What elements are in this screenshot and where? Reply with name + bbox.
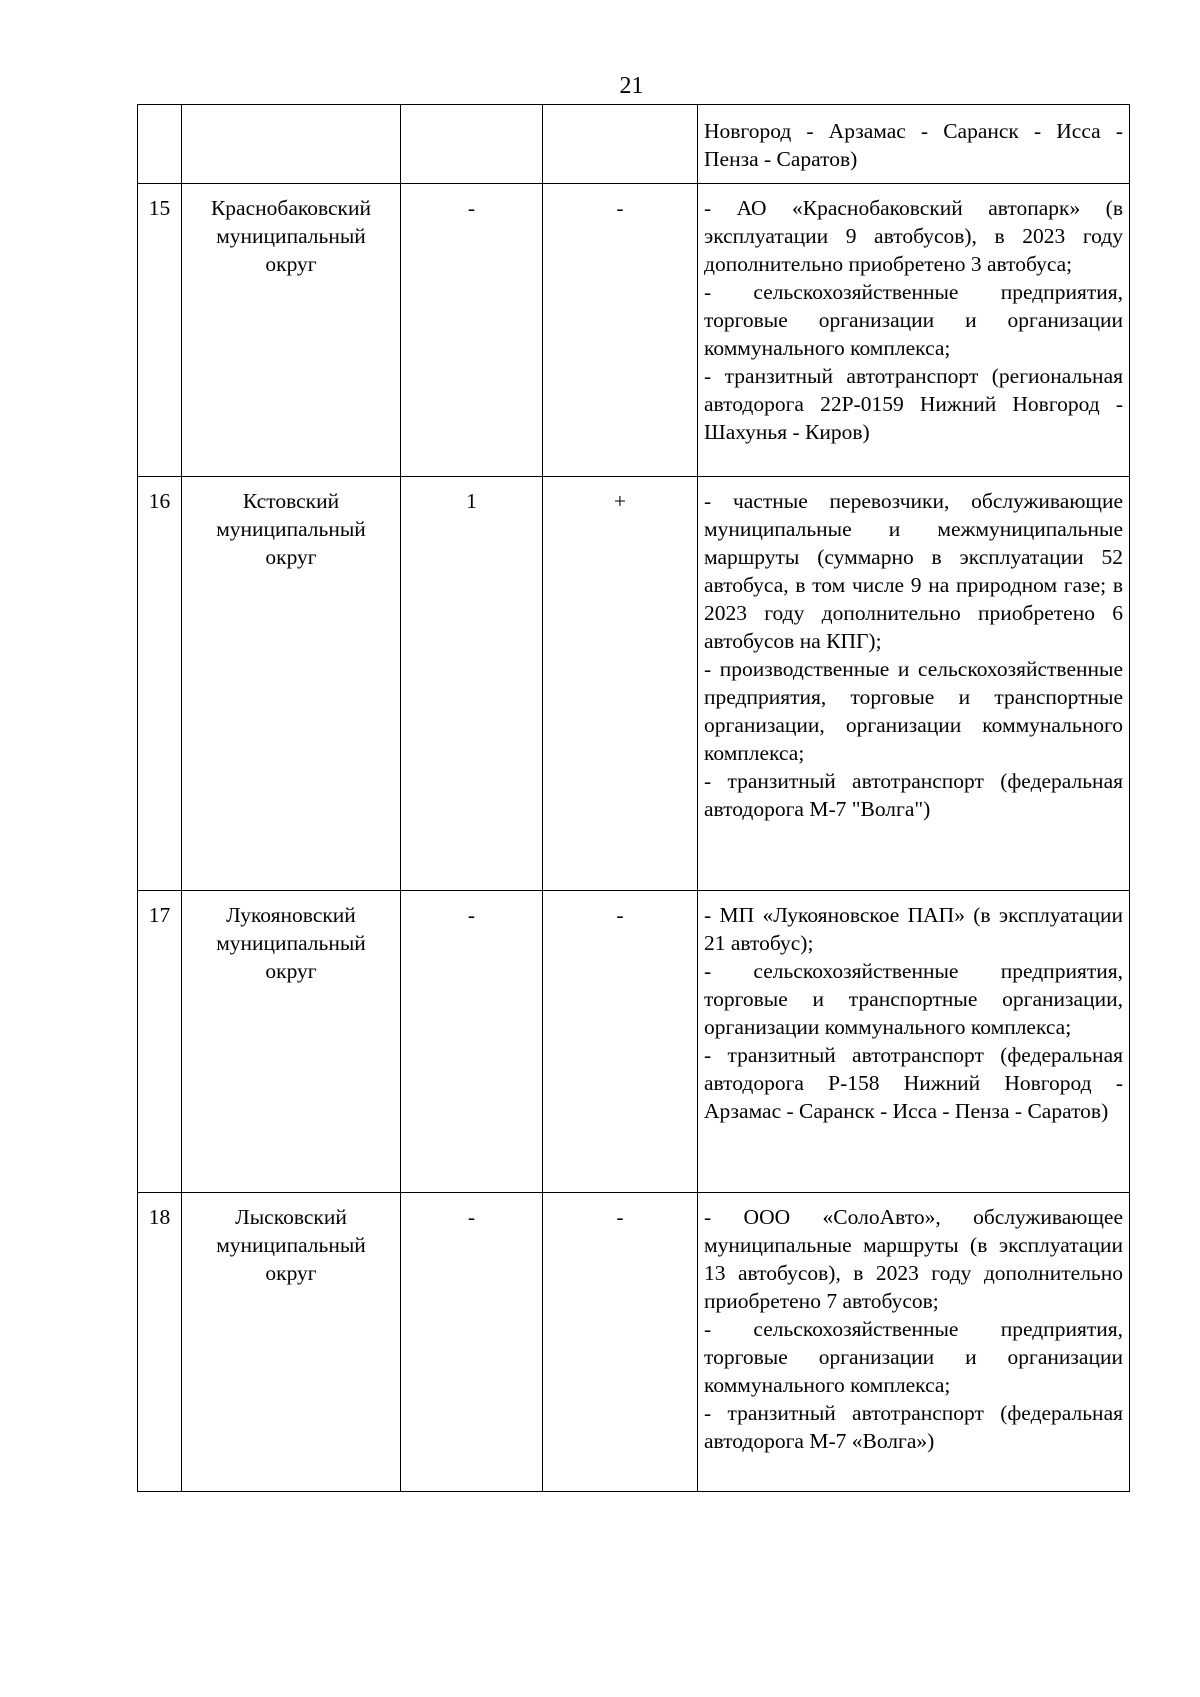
district-name: Краснобаковский муниципальный округ — [182, 184, 401, 477]
cell-description — [698, 891, 1130, 1193]
table-row — [138, 184, 1130, 477]
row-number: 16 — [138, 477, 182, 891]
row-number: 18 — [138, 1193, 182, 1492]
district-name: Лукояновский муниципальный округ — [182, 891, 401, 1193]
cell-description — [698, 105, 1130, 184]
description-item: - сельскохозяйственные предприятия, торговые организации и организации коммунального комплекса; — [704, 280, 1123, 360]
table-row-continuation — [138, 105, 1130, 184]
col4-value: - — [543, 891, 698, 1193]
description-item: - транзитный автотранспорт (федеральная автодорога М-7 "Волга") — [704, 769, 1123, 821]
table-row — [138, 477, 1130, 891]
description-item: - сельскохозяйственные предприятия, торговые и транспортные организации, организации коммунального комплекса; — [704, 959, 1123, 1039]
description-item: - частные перевозчики, обслуживающие муниципальные и межмуниципальные маршруты (суммарно в эксплуатации 52 автобуса, в том числе 9 на природном газе; в 2023 году дополнительно приобретено 6 автобусов на КПГ); — [704, 489, 1123, 653]
col4-value: - — [543, 184, 698, 477]
cell-description — [698, 1193, 1130, 1492]
row-number: 15 — [138, 184, 182, 477]
district-name: Кстовский муниципальный округ — [182, 477, 401, 891]
page-number: 21 — [619, 73, 644, 99]
cell-col4 — [543, 105, 698, 184]
description-item: - ООО «СолоАвто», обслуживающее муниципальные маршруты (в эксплуатации 13 автобусов), в 2023 году дополнительно приобретено 7 автобусов; — [704, 1205, 1123, 1313]
cell-description — [698, 477, 1130, 891]
description-line: Пенза - Саратов) — [704, 147, 858, 171]
row-number: 17 — [138, 891, 182, 1193]
description-item: - транзитный автотранспорт (региональная автодорога 22Р-0159 Нижний Новгород - Шахунья - Киров) — [704, 364, 1123, 444]
col3-value: - — [401, 891, 543, 1193]
col3-value: 1 — [401, 477, 543, 891]
description-item: - сельскохозяйственные предприятия, торговые организации и организации коммунального комплекса; — [704, 1317, 1123, 1397]
description-item: - МП «Лукояновское ПАП» (в эксплуатации 21 автобус); — [704, 903, 1123, 955]
cell-district — [182, 105, 401, 184]
col4-value: + — [543, 477, 698, 891]
cell-description — [698, 184, 1130, 477]
description-item: - транзитный автотранспорт (федеральная автодорога Р-158 Нижний Новгород - Арзамас - Саранск - Исса - Пенза - Саратов) — [704, 1043, 1123, 1123]
description-line: Новгород - Арзамас - Саранск - Исса - — [704, 119, 1123, 143]
col4-value: - — [543, 1193, 698, 1492]
description-item: - производственные и сельскохозяйственные предприятия, торговые и транспортные организации, организации коммунального комплекса; — [704, 657, 1123, 765]
col3-value: - — [401, 1193, 543, 1492]
col3-value: - — [401, 184, 543, 477]
data-table — [137, 104, 1130, 1492]
description-item: - АО «Краснобаковский автопарк» (в эксплуатации 9 автобусов), в 2023 году дополнительно приобретено 3 автобуса; — [704, 196, 1123, 276]
table-row — [138, 891, 1130, 1193]
cell-col3 — [401, 105, 543, 184]
cell-number — [138, 105, 182, 184]
table-row — [138, 1193, 1130, 1492]
district-name: Лысковский муниципальный округ — [182, 1193, 401, 1492]
description-item: - транзитный автотранспорт (федеральная автодорога М-7 «Волга») — [704, 1401, 1123, 1453]
